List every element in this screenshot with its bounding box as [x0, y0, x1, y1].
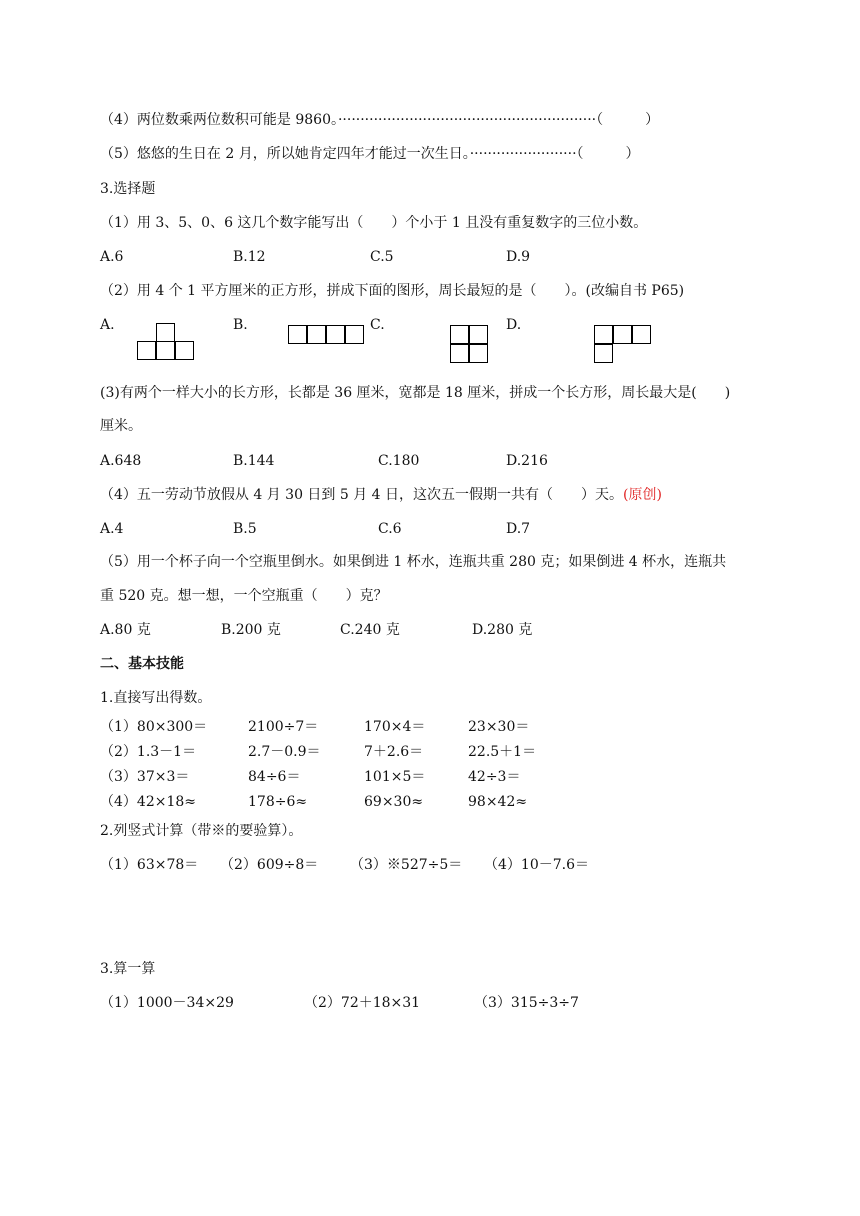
oral-r3-c1: （3）37×3＝: [100, 769, 190, 785]
oral-r3-c2: 84÷6＝: [248, 769, 301, 785]
original-tag: (原创): [623, 487, 662, 503]
figure-c-square-shape: [450, 325, 488, 363]
choice-q4-option-a: A.4: [100, 521, 124, 537]
choice-q1-option-d: D.9: [506, 249, 531, 265]
vertical-item-4: （4）10－7.6＝: [484, 857, 589, 873]
choice-q2-option-d: D.: [506, 317, 522, 333]
choice-q4-stem: [100, 486, 662, 504]
judgement-q5: （5）悠悠的生日在 2 月，所以她肯定四年才能过一次生日。························（ ）: [100, 146, 640, 162]
choice-q4-stem-text: （4）五一劳动节放假从 4 月 30 日到 5 月 4 日，这次五一假期一共有（ ）天。: [100, 487, 624, 503]
choice-q3-stem-line2: 厘米。: [100, 418, 142, 434]
figure-a-t-shape: [137, 323, 195, 361]
choice-q1-option-b: B.12: [233, 249, 266, 265]
vertical-item-1: （1）63×78＝: [100, 857, 199, 873]
figure-d-l-shape: [594, 325, 652, 363]
oral-r1-c3: 170×4＝: [364, 719, 426, 735]
choice-q3-option-a: A.648: [100, 453, 142, 469]
choice-q4-option-c: C.6: [378, 521, 402, 537]
choice-q2-option-b: B.: [233, 317, 248, 333]
choice-q4-option-b: B.5: [233, 521, 257, 537]
judgement-q4: （4）两位数乘两位数积可能是 9860。··························································（ ）: [100, 112, 660, 128]
oral-r4-c3: 69×30≈: [364, 794, 424, 810]
compute-item-1: （1）1000－34×29: [100, 995, 234, 1011]
choice-q3-option-c: C.180: [378, 453, 420, 469]
choice-heading: 3.选择题: [100, 181, 156, 197]
choice-q5-option-b: B.200 克: [221, 622, 281, 638]
choice-q5-option-c: C.240 克: [340, 622, 400, 638]
oral-r4-c2: 178÷6≈: [248, 794, 308, 810]
oral-r2-c2: 2.7－0.9＝: [248, 744, 321, 760]
choice-q2-option-c: C.: [370, 317, 385, 333]
choice-q2-option-a: A.: [100, 317, 115, 333]
oral-r2-c3: 7＋2.6＝: [364, 744, 424, 760]
choice-q2-stem: （2）用 4 个 1 平方厘米的正方形，拼成下面的图形，周长最短的是（ ）。(改编自书 P65): [100, 283, 685, 299]
vertical-item-3: （3）※527÷5＝: [350, 857, 463, 873]
vertical-heading: 2.列竖式计算（带※的要验算）。: [100, 823, 303, 839]
oral-r3-c3: 101×5＝: [364, 769, 426, 785]
section2-heading: 二、基本技能: [100, 656, 184, 672]
choice-q5-stem-line2: 重 520 克。想一想，一个空瓶重（ ）克？: [100, 588, 388, 604]
compute-item-2: （2）72＋18×31: [304, 995, 421, 1011]
vertical-item-2: （2）609÷8＝: [220, 857, 319, 873]
choice-q4-option-d: D.7: [506, 521, 531, 537]
choice-q1-option-c: C.5: [370, 249, 394, 265]
oral-r1-c4: 23×30＝: [468, 719, 530, 735]
compute-item-3: （3）315÷3÷7: [474, 995, 579, 1011]
oral-r3-c4: 42÷3＝: [468, 769, 521, 785]
choice-q5-option-d: D.280 克: [472, 622, 533, 638]
choice-q3-option-d: D.216: [506, 453, 548, 469]
compute-heading: 3.算一算: [100, 961, 156, 977]
oral-r2-c1: （2）1.3－1＝: [100, 744, 197, 760]
choice-q3-stem-line1: (3)有两个一样大小的长方形，长都是 36 厘米，宽都是 18 厘米，拼成一个长方形，周长最大是( ): [100, 385, 731, 401]
oral-r4-c4: 98×42≈: [468, 794, 528, 810]
choice-q5-option-a: A.80 克: [100, 622, 151, 638]
choice-q5-stem-line1: （5）用一个杯子向一个空瓶里倒水。如果倒进 1 杯水，连瓶共重 280 克；如果倒进 4 杯水，连瓶共: [100, 554, 727, 570]
oral-r1-c2: 2100÷7＝: [248, 719, 319, 735]
figure-b-row-shape: [288, 325, 364, 344]
oral-r2-c4: 22.5＋1＝: [468, 744, 537, 760]
oral-r4-c1: （4）42×18≈: [100, 794, 196, 810]
choice-q1-stem: （1）用 3、5、0、6 这几个数字能写出（ ）个小于 1 且没有重复数字的三位小数。: [100, 215, 648, 231]
oral-r1-c1: （1）80×300＝: [100, 719, 208, 735]
oral-heading: 1.直接写出得数。: [100, 690, 212, 706]
choice-q1-option-a: A.6: [100, 249, 124, 265]
choice-q3-option-b: B.144: [233, 453, 275, 469]
